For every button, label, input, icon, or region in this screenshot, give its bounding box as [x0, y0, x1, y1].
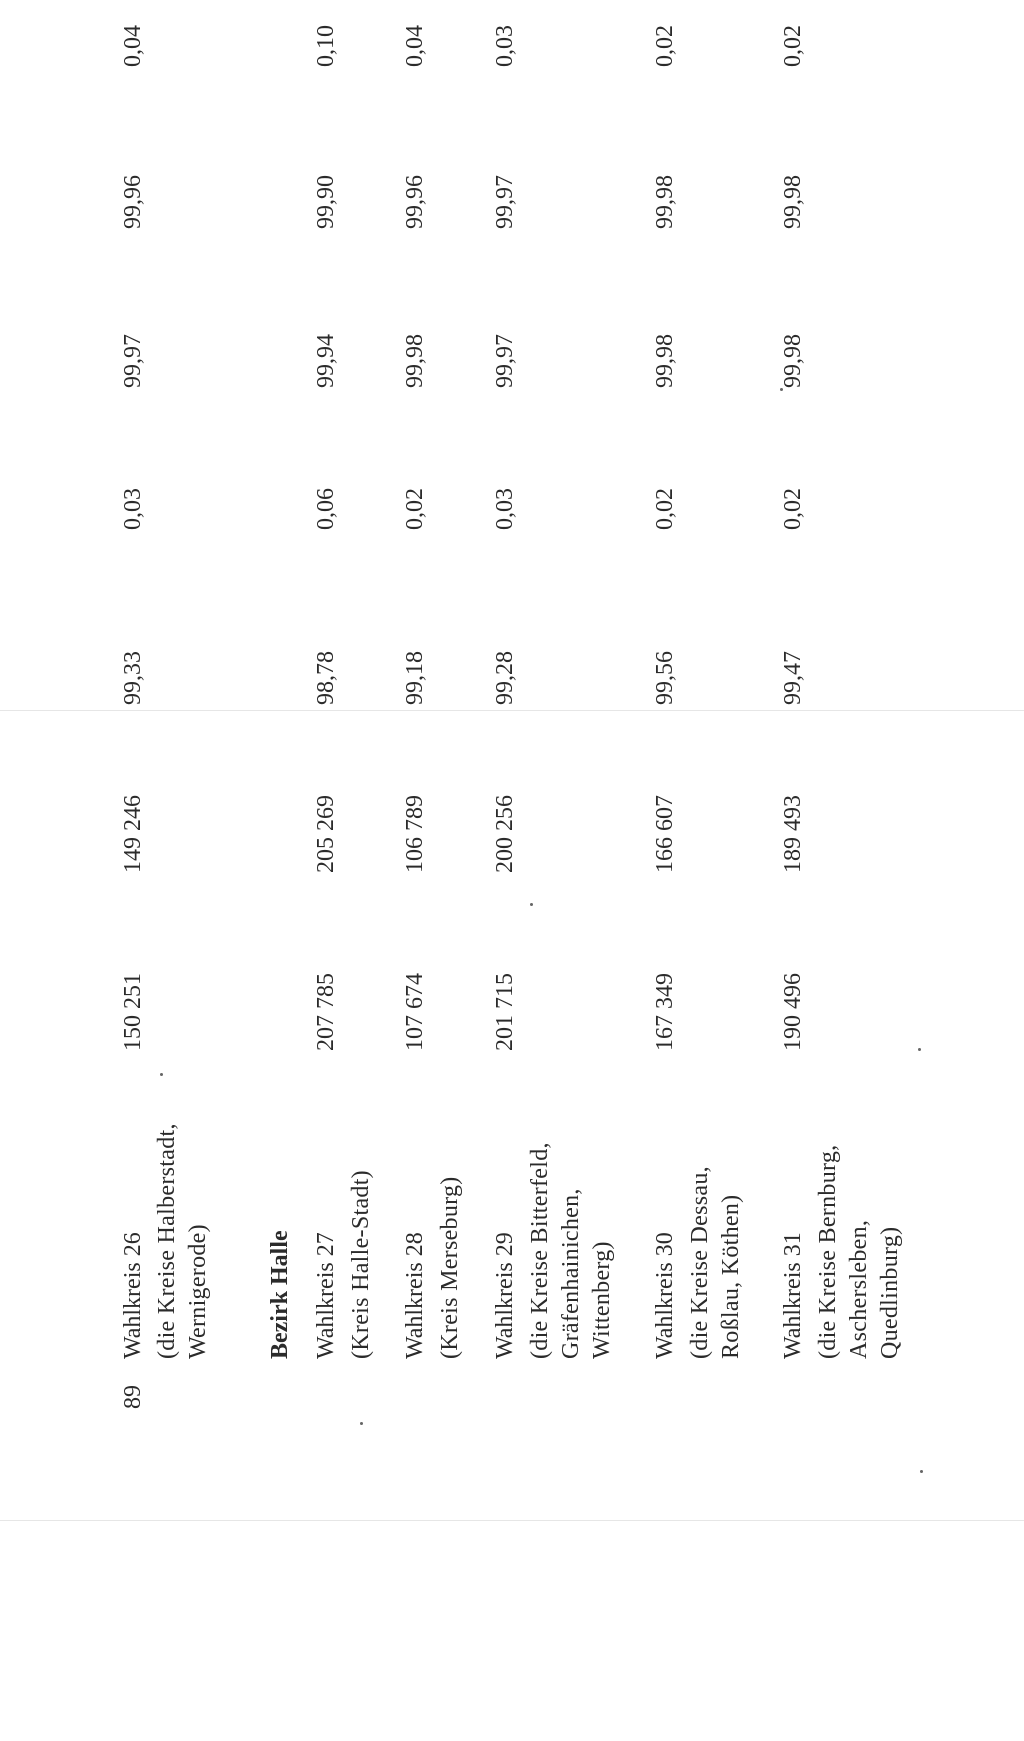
scan-line — [0, 1520, 1024, 1521]
row-label: Wahlkreis 30 — [652, 1232, 678, 1359]
scan-line — [0, 710, 1024, 711]
value-cell: 99,33 — [120, 651, 146, 705]
value-cell: 99,98 — [652, 175, 678, 229]
value-cell: 99,98 — [780, 175, 806, 229]
value-cell: 0,03 — [492, 25, 518, 67]
value-cell: 99,97 — [492, 334, 518, 388]
scan-speck — [160, 1073, 163, 1076]
row-description: (Kreis Halle-Stadt) — [348, 1170, 374, 1359]
page-number: 89 — [120, 1385, 146, 1409]
row-description: (Kreis Merseburg) — [437, 1176, 463, 1359]
row-label: Wahlkreis 26 — [120, 1232, 146, 1359]
value-cell: 201 715 — [492, 973, 518, 1051]
value-cell: 99,90 — [313, 175, 339, 229]
value-cell: 99,98 — [780, 334, 806, 388]
scan-speck — [918, 1048, 921, 1051]
scan-speck — [530, 903, 533, 906]
value-cell: 200 256 — [492, 795, 518, 873]
row-description: (die Kreise Halberstadt, Wernigerode) — [154, 1123, 211, 1359]
value-cell: 99,97 — [492, 175, 518, 229]
value-cell: 99,96 — [120, 175, 146, 229]
value-cell: 0,04 — [402, 25, 428, 67]
value-cell: 0,02 — [652, 488, 678, 530]
value-cell: 99,47 — [780, 651, 806, 705]
value-cell: 189 493 — [780, 795, 806, 873]
value-cell: 0,06 — [313, 488, 339, 530]
value-cell: 207 785 — [313, 973, 339, 1051]
value-cell: 166 607 — [652, 795, 678, 873]
value-cell: 0,04 — [120, 25, 146, 67]
scan-speck — [360, 1422, 363, 1425]
value-cell: 98,78 — [313, 651, 339, 705]
value-cell: 150 251 — [120, 973, 146, 1051]
value-cell: 0,02 — [780, 25, 806, 67]
value-cell: 99,97 — [120, 334, 146, 388]
value-cell: 0,03 — [492, 488, 518, 530]
row-label: Wahlkreis 31 — [780, 1232, 806, 1359]
row-label: Wahlkreis 29 — [492, 1232, 518, 1359]
row-label: Wahlkreis 27 — [313, 1232, 339, 1359]
row-description: (die Kreise Bitterfeld, Gräfenhainichen, Wittenberg) — [527, 1142, 615, 1359]
value-cell: 99,98 — [652, 334, 678, 388]
row-label: Wahlkreis 28 — [402, 1232, 428, 1359]
value-cell: 107 674 — [402, 973, 428, 1051]
value-cell: 0,02 — [780, 488, 806, 530]
bezirk-heading: Bezirk Halle — [267, 1230, 293, 1359]
row-description: (die Kreise Dessau, Roßlau, Köthen) — [687, 1166, 744, 1359]
value-cell: 99,96 — [402, 175, 428, 229]
value-cell: 0,03 — [120, 488, 146, 530]
value-cell: 99,94 — [313, 334, 339, 388]
value-cell: 99,28 — [492, 651, 518, 705]
value-cell: 99,56 — [652, 651, 678, 705]
value-cell: 0,10 — [313, 25, 339, 67]
scan-speck — [920, 1470, 923, 1473]
value-cell: 0,02 — [652, 25, 678, 67]
value-cell: 0,02 — [402, 488, 428, 530]
value-cell: 149 246 — [120, 795, 146, 873]
scan-speck — [780, 388, 783, 391]
value-cell: 99,98 — [402, 334, 428, 388]
value-cell: 205 269 — [313, 795, 339, 873]
value-cell: 167 349 — [652, 973, 678, 1051]
value-cell: 190 496 — [780, 973, 806, 1051]
value-cell: 106 789 — [402, 795, 428, 873]
value-cell: 99,18 — [402, 651, 428, 705]
row-description: (die Kreise Bernburg, Aschersleben, Quedlinburg) — [815, 1144, 903, 1359]
